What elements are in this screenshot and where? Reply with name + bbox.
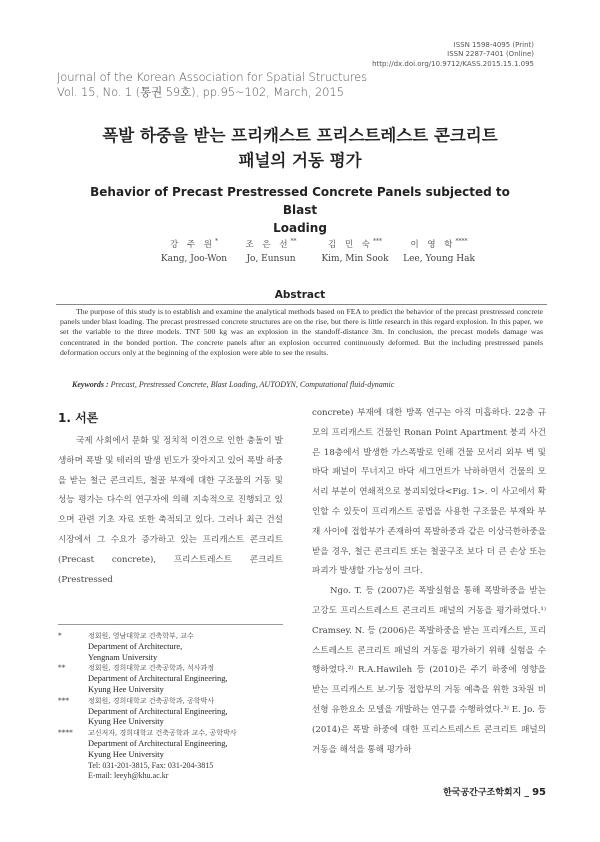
footnote-item: *** 정회원, 경희대학교 건축공학과, 공학박사 Department of Architectural Engineering, Kyung Hee University	[58, 695, 228, 727]
author-2: 조 은 선** Jo, Eunsun	[245, 238, 297, 264]
right-column	[312, 404, 546, 760]
journal-header	[57, 70, 367, 100]
page-number: 95	[532, 787, 546, 798]
author-3: 김 민 숙*** Kim, Min Sook	[321, 238, 389, 264]
footnote-item: **** 교신저자, 경희대학교 건축공학과 교수, 공학박사 Department of Architectural Engineering, Kyung Hee University	[58, 728, 237, 759]
journal-name: Journal of the Korean Association for Spatial Structures	[57, 70, 367, 84]
footnote-divider	[58, 624, 283, 625]
body-paragraph: Ngo. T. 등 (2007)은 폭발실험을 통해 폭발하중을 받는 고강도 프리스트레스트 콘크리트 패널의 거동을 평가하였다.¹⁾ Cramsey. N. 등 (2006)은 폭발하중을 받는 프리캐스트, 프리스트레스트 콘크리트 패널의 거동을 평가하기 위해 실험을 수행하였다.²⁾ R.A.Hawileh 등 (2010)은 주기 하중에 영향을 받는 프리캐스트 보-기둥 접합부의 거동 예측을 위한 3차원 비선형 유한요소 모델을 개발하는 연구를 수행하였다.³⁾ E. Jo. 등 (2014)은 폭발 하중에 대한 프리스트레스트 콘크리트 패널의 거동을 해석을 통해 평가하	[312, 586, 546, 755]
title-english-line1: Behavior of Precast Prestressed Concrete Panels subjected to Blast	[90, 185, 510, 217]
abstract-heading: Abstract	[274, 289, 326, 301]
title-korean-line1: 폭발 하중을 받는 프리캐스트 프리스트레스트 콘크리트	[102, 126, 498, 145]
title-english-line2: Loading	[273, 221, 327, 235]
contact-email[interactable]: E-mail: leeyh@khu.ac.kr	[88, 771, 169, 781]
keywords	[72, 380, 394, 389]
contact-tel-fax: Tel: 031-201-3815, Fax: 031-204-3815	[88, 760, 214, 770]
issn-online: ISSN 2287-7401 (Online)	[447, 50, 534, 59]
issn-block	[372, 41, 534, 69]
footnote-item: * 정회원, 영남대학교 건축학부, 교수 Department of Architecture, Yengnam University	[58, 631, 194, 662]
body-paragraph: 국제 사회에서 문화 및 정치적 이견으로 인한 충돌이 발생하며 폭발 및 테러의 발생 빈도가 잦아지고 있어 폭발 하중을 받는 철근 콘크리트, 철골 부재에 대한 구조물의 거동 및 성능 평가는 다수의 연구자에 의해 지속적으로 진행되고 있으며 관련 기초 자료 또한 축적되고 있다. 그러나 최근 건설 시장에서 그 수요가 증가하고 있는 프리캐스트 콘크리트(Precast concrete), 프리스트레스트 콘크리트(Prestressed	[58, 436, 283, 585]
left-column	[58, 432, 283, 590]
author-1: 강 주 원* Kang, Joo-Won	[160, 238, 228, 264]
footnotes	[58, 631, 298, 782]
section-title: 1. 서론	[58, 411, 99, 425]
page-footer	[443, 785, 546, 798]
keywords-label: Keywords :	[72, 380, 111, 389]
footer-journal: 한국공간구조학회지 _	[443, 788, 533, 798]
issn-print: ISSN 1598-4095 (Print)	[453, 41, 534, 49]
abstract-text: The purpose of this study is to establish and examine the analytical methods based on FEA to predict the behavior of the precast prestressed concrete panels under blast loading. The precast prestressed concrete structures are on the rise, but there is little research in this regard explosion. In this paper, we set the variable to the three models. TNT 500 kg was an explosion in the standoff-distance 3m. In conclusion, the precast models damage was concentrated in the bonded portion. The concrete panels after an explosion occurred continuously deformed. But the including prestressed panels deformation occurs only at the beginning of the explosion were able to see the results.	[60, 307, 543, 357]
title-korean-line2: 패널의 거동 평가	[238, 151, 362, 170]
keywords-text: Precast, Prestressed Concrete, Blast Loading, AUTODYN, Computational fluid-dynamic	[110, 380, 395, 389]
title-korean	[60, 123, 540, 173]
doi-link[interactable]: http://dx.doi.org/10.9712/KASS.2015.15.1.095	[372, 59, 534, 68]
author-4: 이 영 학**** Lee, Young Hak	[403, 238, 475, 264]
journal-volume: Vol. 15, No. 1 (통권 59호), pp.95~102, March, 2015	[57, 85, 344, 99]
abstract-divider	[56, 304, 547, 305]
body-paragraph: concrete) 부재에 대한 방폭 연구는 아직 미흡하다. 22층 규모의 프리캐스트 건물인 Ronan Point Apartment 붕괴 사건은 18층에서 발생한 가스폭발로 인해 건물 모서리 외부 벽 및 바닥 패널이 무너지고 바닥 세그먼트가 낙하하면서 건물의 모서리 부분이 연쇄적으로 붕괴되었다<Fig. 1>. 이 사고에서 확인할 수 있듯이 프리캐스트 공법을 사용한 구조물은 부재와 부재 사이에 접합부가 존재하여 폭발하중과 같은 이상극한하중을 받을 경우, 철근 콘크리트 또는 철골구조 보다 더 큰 손상 또는 파괴가 발생할 가능성이 크다.	[312, 408, 546, 577]
footnote-item: ** 정회원, 경희대학교 건축공학과, 석사과정 Department of Architectural Engineering, Kyung Hee University	[58, 663, 228, 694]
title-english	[90, 183, 510, 237]
